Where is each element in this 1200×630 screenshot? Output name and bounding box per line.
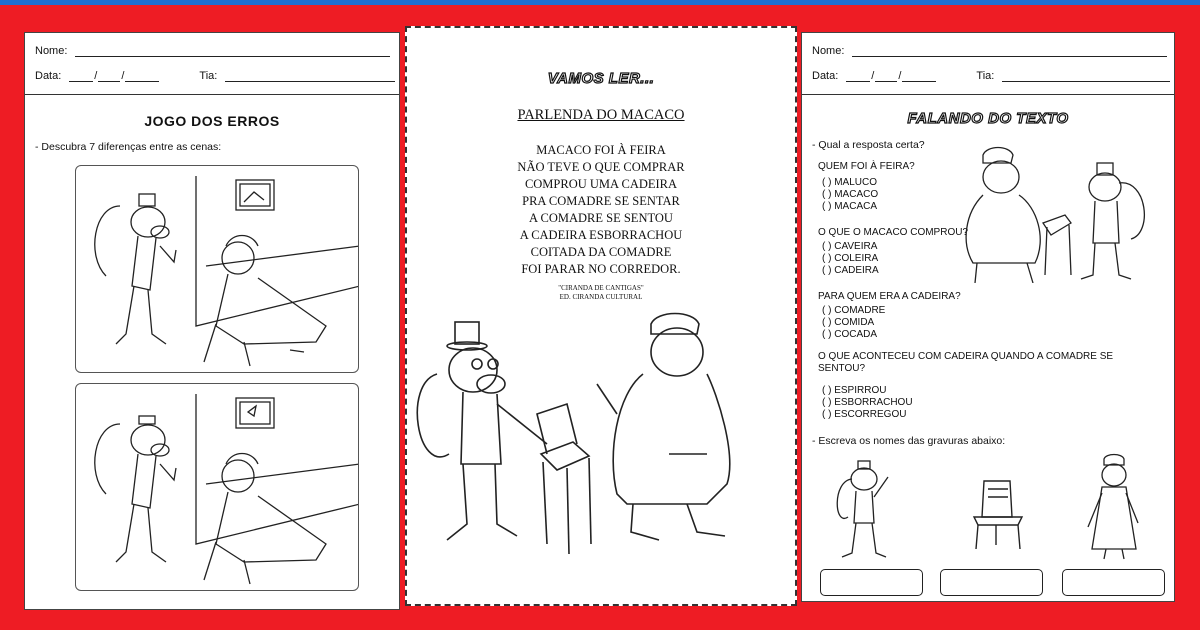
question-3: PARA QUEM ERA A CADEIRA? (818, 291, 961, 302)
answer-option[interactable]: ( ) MALUCO (822, 177, 877, 188)
poem (407, 142, 795, 278)
name-label: Nome: (35, 45, 68, 57)
date-month-blank[interactable] (98, 72, 120, 82)
monkey-picture (832, 457, 892, 561)
poem-line: MACACO FOI À FEIRA (536, 143, 666, 157)
poem-line: A CADEIRA ESBORRACHOU (519, 228, 683, 242)
tia-label: Tia: (976, 70, 995, 82)
poem-line: PRA COMADRE SE SENTAR (522, 194, 680, 208)
answer-box-monkey[interactable] (820, 569, 923, 596)
monkey-and-lady-illustration (76, 384, 359, 591)
credit-line: "CIRANDA DE CANTIGAS" (558, 284, 644, 292)
answer-box-lady[interactable] (1062, 569, 1165, 596)
scene-picture-1 (75, 165, 359, 373)
monkey-with-chair-and-lady-illustration (407, 304, 799, 604)
tia-label: Tia: (199, 70, 218, 82)
question-4: O QUE ACONTECEU COM CADEIRA QUANDO A COMADRE SE SENTOU? (818, 351, 1114, 374)
name-line[interactable] (75, 47, 390, 57)
worksheet-comprehension (801, 32, 1175, 602)
answer-option[interactable]: ( ) CAVEIRA (822, 241, 878, 252)
instruction: - Qual a resposta certa? (812, 139, 925, 151)
answer-option[interactable]: ( ) ESBORRACHOU (822, 397, 913, 408)
name-label: Nome: (812, 45, 845, 57)
date-day-blank[interactable] (69, 72, 93, 82)
name-line[interactable] (852, 47, 1167, 57)
date-row: Data: / / Tia: (812, 70, 1170, 82)
question-1: QUEM FOI À FEIRA? (818, 161, 915, 172)
poem-line: NÃO TEVE O QUE COMPRAR (517, 160, 685, 174)
poem-line: FOI PARAR NO CORREDOR. (521, 262, 681, 276)
chair-picture (968, 477, 1028, 551)
date-row: Data: / / Tia: (35, 70, 395, 82)
poem-line: COMPROU UMA CADEIRA (524, 177, 678, 191)
poem-title: PARLENDA DO MACACO (517, 107, 685, 123)
lady-picture (1082, 453, 1146, 561)
write-instruction: - Escreva os nomes das gravuras abaixo: (812, 435, 1006, 447)
worksheet-reading (405, 26, 797, 606)
answer-option[interactable]: ( ) MACACA (822, 201, 877, 212)
answer-option[interactable]: ( ) COMADRE (822, 305, 886, 316)
tia-line[interactable] (225, 72, 395, 82)
monkey-and-lady-illustration (76, 166, 359, 373)
poem-credit (407, 284, 795, 302)
poem-line: COITADA DA COMADRE (530, 245, 672, 259)
date-day-blank[interactable] (846, 72, 870, 82)
poem-line: A COMADRE SE SENTOU (529, 211, 673, 225)
reading-title: VAMOS LER... (547, 70, 655, 87)
answer-option[interactable]: ( ) ESPIRROU (822, 385, 887, 396)
date-month-blank[interactable] (875, 72, 897, 82)
answer-box-chair[interactable] (940, 569, 1043, 596)
date-label: Data: (35, 70, 62, 82)
answer-option[interactable]: ( ) ESCORREGOU (822, 409, 907, 420)
scene-picture-2 (75, 383, 359, 591)
top-accent-bar (0, 0, 1200, 5)
lady-and-monkey-illustration (947, 143, 1167, 283)
poem-title-wrap (407, 106, 795, 124)
date-year-blank[interactable] (125, 72, 159, 82)
answer-option[interactable]: ( ) COMIDA (822, 317, 875, 328)
question-2: O QUE O MACACO COMPROU? (818, 227, 969, 238)
answer-option[interactable]: ( ) COLEIRA (822, 253, 879, 264)
worksheet-title: FALANDO DO TEXTO (907, 110, 1069, 127)
student-header (25, 33, 399, 95)
credit-line: ED. CIRANDA CULTURAL (559, 293, 643, 301)
date-year-blank[interactable] (902, 72, 936, 82)
student-header (802, 33, 1174, 95)
name-row (812, 45, 1167, 57)
answer-option[interactable]: ( ) MACACO (822, 189, 879, 200)
worksheet-spot-the-difference (24, 32, 400, 610)
worksheet-title: JOGO DOS ERROS (144, 113, 280, 129)
date-label: Data: (812, 70, 839, 82)
name-row (35, 45, 390, 57)
answer-option[interactable]: ( ) COCADA (822, 329, 877, 340)
answer-option[interactable]: ( ) CADEIRA (822, 265, 879, 276)
instruction: - Descubra 7 diferenças entre as cenas: (35, 141, 222, 153)
tia-line[interactable] (1002, 72, 1170, 82)
